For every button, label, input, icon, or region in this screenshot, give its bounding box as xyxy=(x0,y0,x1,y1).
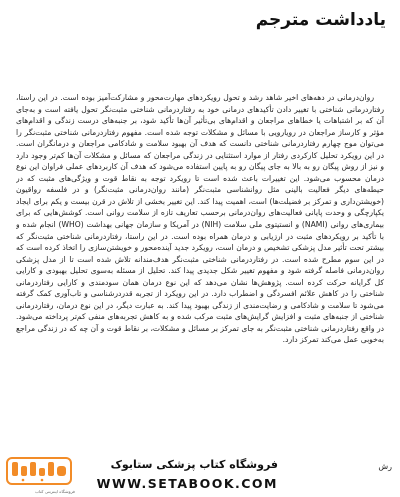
setabook-logo[interactable] xyxy=(6,456,75,494)
document-body xyxy=(16,92,384,440)
document-title: یادداشت مترجم xyxy=(255,10,386,30)
store-url-link[interactable]: WWW.SETABOOK.COM xyxy=(96,476,278,491)
page-footer-word: رش xyxy=(378,462,392,471)
setabook-logo-icon xyxy=(6,456,72,486)
logo-caption: فروشگاه اینترنتی کتاب xyxy=(35,489,75,494)
footer-banner xyxy=(0,448,400,497)
store-name: فروشگاه کتاب پزشکی ستابوک xyxy=(110,458,278,471)
paragraph-1: روان‌درمانی در دهه‌های اخیر شاهد رشد و تحول رویکردهای مهارت‌محور و مشارکت‌آمیز بوده است. در این راستا، رفتاردرمانی شناختی با تغییر دادن تأکیدهای درمانی خود به رفتاردرمانی شناختی مثبت‌نگر تحول یافته است و به‌جای آن که بر اشتباهات یا خطاهای مراجعان و اقدام‌های بی‌تأثیر آن‌ها تأکید شود، بر جنبه‌های درست زندگی و اقدام‌های مؤثر و کارساز مراجعان در رویارویی با مسائل و مشکلات توجه شده است. مفهوم رفتاردرمانی شناختی مثبت‌نگر را می‌توان موج چهارم رفتاردرمانی شناختی دانست که هدف آن بهبود سلامت و شادکامی مراجعان و درمانگران است. در این رویکرد تحلیل کارکردی رفتار از موارد استثنایی در زندگی مراجعان که مسائل و مشکلات آن‌ها کم‌تر وجود دارد و نیز از روش پیگان رو به بالا به جای پیگان رو به پایین استفاده می‌شود که هدف آن کاربردهای عملی فراوان این نوع درمان محسوب می‌شود. این تغییرات باعث شده است تا رویکرد توجه به نقاط قوت و ویژگی‌های مثبت که در حیطه‌های دیگر فعالیت بالینی مثل روانشناسی مثبت‌نگر (مانند روان‌درمانی مثبت‌نگر) و در فلسفه رواقیون (خویشتن‌داری و تمرکز بر فضیلت‌ها) است، اهمیت پیدا کند. این تغییر بخشی از تلاش در قرن بیست و یکم برای ایجاد یکپارچگی و وحدت پایانی فعالیت‌های روان‌درمانی برحسب تعاریف تازه از سلامت روانی است. کوشش‌هایی که برای بیماری‌های روانی (NAMI) و انستیتوی ملی سلامت (NIH) در آمریکا و سازمان جهانی بهداشت (WHO) انجام شده و با تأکید بر رویکردهای مثبت در ارزیابی و درمان همراه بوده است. در این راستا، رفتاردرمانی شناختی مثبت‌نگر که بیشتر تحت تأثیر مدل پزشکی تشخیص و درمان است، رویکرد جدید آینده‌محور و خویشتن‌سازی را اتخاذ کرده است که در این سوم مطرح شده است. در رفتاردرمانی شناختی مثبت‌نگر هدف‌مندانه تلاش شده است تا از مدل پزشکی روان‌درمانی فاصله گرفته شود و مفهوم تغییر شکل جدیدی پیدا کند. تحلیل از مسئله به‌سوی تحلیل بهبودی و کارایی کل گرایانه حرکت کرده است. پژوهش‌ها نشان می‌دهد که این نوع درمان همان سودمندی و کارایی رفتاردرمانی شناختی را در کاهش علائم افسردگی و اضطراب دارد. در این رویکرد از تجربه قدردرشناسی و تاب‌آوری کمک گرفته می‌شود تا سلامت و شادکامی و رضایت‌مندی از زندگی بهبود پیدا کند. به عبارت دیگر، در این نوع درمان، رفتاردرمانی شناختی از جنبه‌های مثبت و افزایش گرایش‌های مثبت مرکب شده و به کاهش تجربه‌های منفی کم‌تر پرداخته می‌شود. در واقع رفتاردرمانی شناختی مثبت‌نگر به جای تمرکز بر مسائل و مشکلات، بر نقاط قوت و آن چه که در زندگی مراجع به‌خوبی عمل می‌کند تمرکز دارد. xyxy=(16,93,384,345)
